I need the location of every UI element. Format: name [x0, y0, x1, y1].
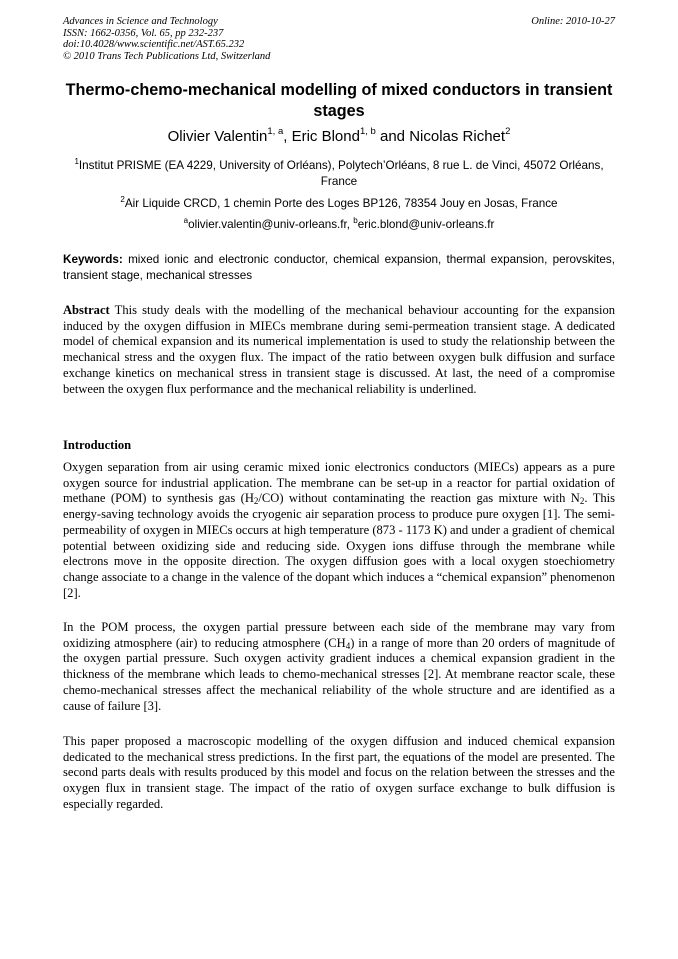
section-heading-introduction: Introduction	[63, 438, 132, 452]
paragraph-text: Oxygen separation from air using ceramic mixed ionic electronics conductors (MIECs) appears as a pure oxygen source for industrial application. The membrane can be set-up in a reactor for partial oxidation of methane (POM) to synthesis gas (H	[63, 460, 615, 506]
email-link[interactable]: olivier.valentin@univ-orleans.fr	[188, 218, 347, 231]
keywords-block	[63, 252, 615, 283]
author-separator: ,	[283, 128, 292, 145]
paragraph-text: /CO) without contaminating the reaction gas mixture with N	[258, 491, 580, 506]
author-affiliation-mark: 1, a	[267, 126, 284, 137]
author-affiliation-mark: 1, b	[359, 126, 376, 137]
intro-paragraph-2	[63, 620, 615, 714]
paragraph-text: In the POM process, the oxygen partial pressure between each side of the membrane may vary from oxidizing atmosphere (air) to reducing atmosphere (CH	[63, 620, 615, 650]
affiliation-2	[63, 196, 615, 212]
paragraph-text: ) in a range of more than 20 orders of magnitude of the oxygen partial pressure. Such oxygen activity gradient induces a chemical expansion gradient in the thickness of the membrane which leads to chemo-mechanical stresses [2]. At membrane reactor scale, these chemo-mechanical stresses affect the mechanical reliability of the whole structure and are identified as a cause of failure [3].	[63, 635, 615, 713]
email-link[interactable]: eric.blond@univ-orleans.fr	[357, 218, 495, 231]
author-name: Eric Blond	[291, 128, 360, 145]
email-mark: a	[183, 216, 189, 225]
issn-line: ISSN: 1662-0356, Vol. 65, pp 232-237	[63, 27, 224, 39]
email-mark: b	[353, 216, 358, 225]
affiliation-mark: 1	[74, 157, 79, 166]
header-left	[63, 16, 270, 62]
author-separator: and	[375, 128, 410, 145]
intro-paragraph-3: This paper proposed a macroscopic modelling of the oxygen diffusion and induced chemical expansion dedicated to the mechanical stress predictions. In the first part, the equations of the model are presented. The second parts deals with results produced by this model and focus on the relation between the stresses and the oxygen flux in transient stage. The impact of the ratio of oxygen surface exchange to bulk diffusion is especially regarded.	[63, 734, 615, 811]
affiliation-text: Institut PRISME (EA 4229, University of Orléans), Polytech’Orléans, 8 rue L. de Vinci, 45072 Orléans, France	[78, 159, 604, 188]
affiliation-mark: 2	[120, 195, 125, 204]
paragraph-text: . This energy-saving technology avoids the cryogenic air separation process to produce pure oxygen [1]. The semi-permeability of oxygen in MIECs occurs at high temperature (873 - 1173 K) and under a gradient of chemical potential between oxidizing side and reducing side. Oxygen ions diffuse through the membrane while electrons move in the opposite direction. The oxygen diffusion goes with a local oxygen stoechiometry change associate to a change in the valence of the dopant which induces a “chemical expansion” phenomenon [2].	[63, 491, 615, 600]
affiliation-1	[63, 158, 615, 190]
author-list	[63, 127, 615, 147]
subscript: 2	[579, 496, 585, 507]
author-affiliation-mark: 2	[505, 126, 511, 137]
author-name: Olivier Valentin	[167, 128, 268, 145]
author-emails	[63, 217, 615, 233]
email-separator: ,	[346, 218, 354, 231]
journal-name: Advances in Science and Technology	[63, 16, 218, 27]
abstract-text: This study deals with the modelling of the mechanical behaviour accounting for the expansion induced by the oxygen diffusion in MIECs membrane during semi-permeation transient stage. A dedicated model of chemical expansion and its numerical implementation is used to study the relationship between the mechanical stress and the oxygen flux. The impact of the ratio between oxygen bulk diffusion and surface exchange kinetics on mechanical stress in transient stage is discussed. At last, the need of a compromise between the oxygen flux performance and the mechanical reliability is underlined.	[63, 303, 615, 396]
online-date: Online: 2010-10-27	[531, 16, 615, 27]
intro-paragraph-1	[63, 460, 615, 601]
subscript: 2	[253, 496, 259, 507]
subscript: 4	[345, 640, 351, 651]
keywords-label: Keywords:	[63, 253, 123, 266]
doi-line: doi:10.4028/www.scientific.net/AST.65.232	[63, 39, 245, 50]
copyright-line: © 2010 Trans Tech Publications Ltd, Switzerland	[63, 50, 271, 62]
keywords-text: mixed ionic and electronic conductor, chemical expansion, thermal expansion, perovskites, transient stage, mechanical stresses	[63, 253, 615, 282]
affiliation-text: Air Liquide CRCD, 1 chemin Porte des Loges BP126, 78354 Jouy en Josas, France	[124, 197, 558, 210]
paper-title: Thermo-chemo-mechanical modelling of mixed conductors in transient stages	[65, 81, 613, 120]
abstract-block	[63, 303, 615, 397]
abstract-label: Abstract	[63, 303, 110, 317]
author-name: Nicolas Richet	[409, 128, 506, 145]
